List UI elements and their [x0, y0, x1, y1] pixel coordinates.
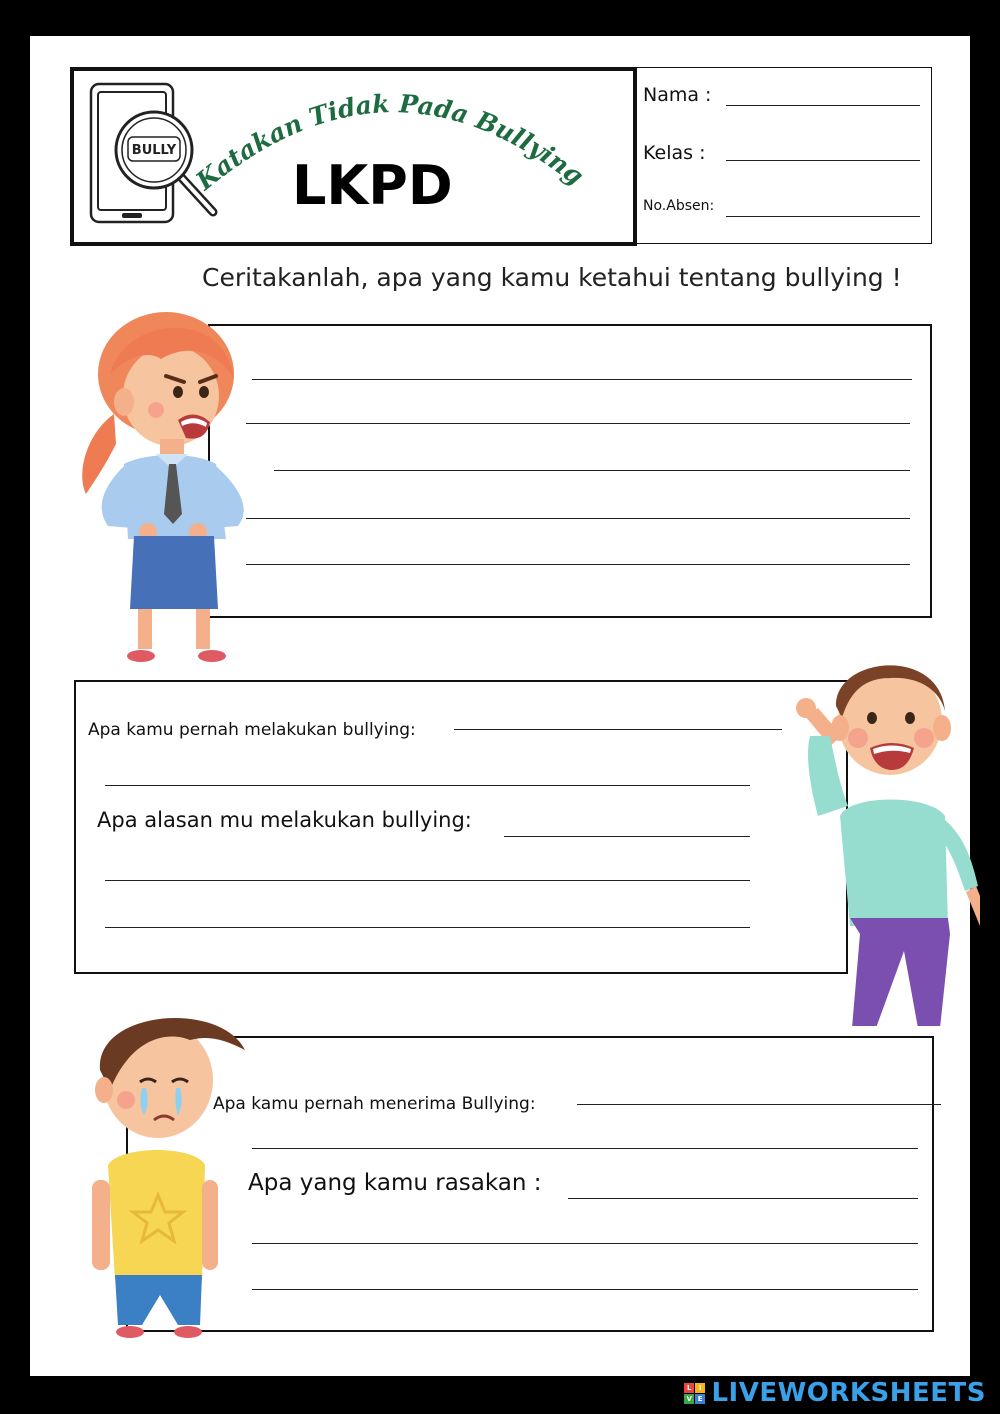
feelings-answer-line[interactable]	[568, 1198, 918, 1199]
nama-input-line[interactable]	[726, 105, 920, 106]
story-answer-box	[208, 324, 932, 618]
story-line-1[interactable]	[252, 379, 912, 380]
story-line-2[interactable]	[246, 423, 910, 424]
received-bully-question: Apa kamu pernah menerima Bullying:	[213, 1094, 536, 1114]
bully-reason-line-3[interactable]	[105, 927, 750, 928]
received-bully-answer-line[interactable]	[577, 1104, 941, 1105]
did-bully-line-2[interactable]	[105, 785, 750, 786]
liveworksheets-logo[interactable]	[684, 1378, 986, 1408]
bully-reason-answer-line[interactable]	[504, 836, 750, 837]
kelas-input-line[interactable]	[726, 160, 920, 161]
feelings-line-2[interactable]	[252, 1243, 918, 1244]
did-bully-answer-line[interactable]	[454, 729, 782, 730]
kelas-label: Kelas :	[643, 142, 706, 164]
arc-title-text: Katakan Tidak Pada Bullying	[190, 89, 590, 196]
bully-reason-line-2[interactable]	[105, 880, 750, 881]
page-title: LKPD	[292, 154, 453, 217]
feelings-question: Apa yang kamu rasakan :	[248, 1170, 542, 1196]
liveworksheets-logo-icon: L I V E	[684, 1383, 705, 1404]
story-line-3[interactable]	[274, 470, 910, 471]
crying-boy-illustration	[70, 980, 250, 1350]
bully-icon-word: BULLY	[131, 143, 177, 158]
absen-label: No.Absen:	[643, 198, 715, 214]
absen-input-line[interactable]	[726, 216, 920, 217]
story-line-5[interactable]	[246, 564, 910, 565]
worksheet-page	[30, 36, 970, 1376]
bully-reason-question: Apa alasan mu melakukan bullying:	[97, 808, 472, 832]
story-line-4[interactable]	[246, 518, 910, 519]
nama-label: Nama :	[643, 84, 712, 106]
instruction-text: Ceritakanlah, apa yang kamu ketahui tentang bullying !	[202, 263, 902, 292]
waving-boy-illustration	[780, 636, 980, 1026]
feelings-line-3[interactable]	[252, 1289, 918, 1290]
received-bully-line-2[interactable]	[252, 1148, 918, 1149]
liveworksheets-brand: LIVEWORKSHEETS	[711, 1378, 986, 1408]
angry-girl-illustration	[66, 304, 256, 664]
did-bully-question: Apa kamu pernah melakukan bullying:	[88, 720, 416, 740]
